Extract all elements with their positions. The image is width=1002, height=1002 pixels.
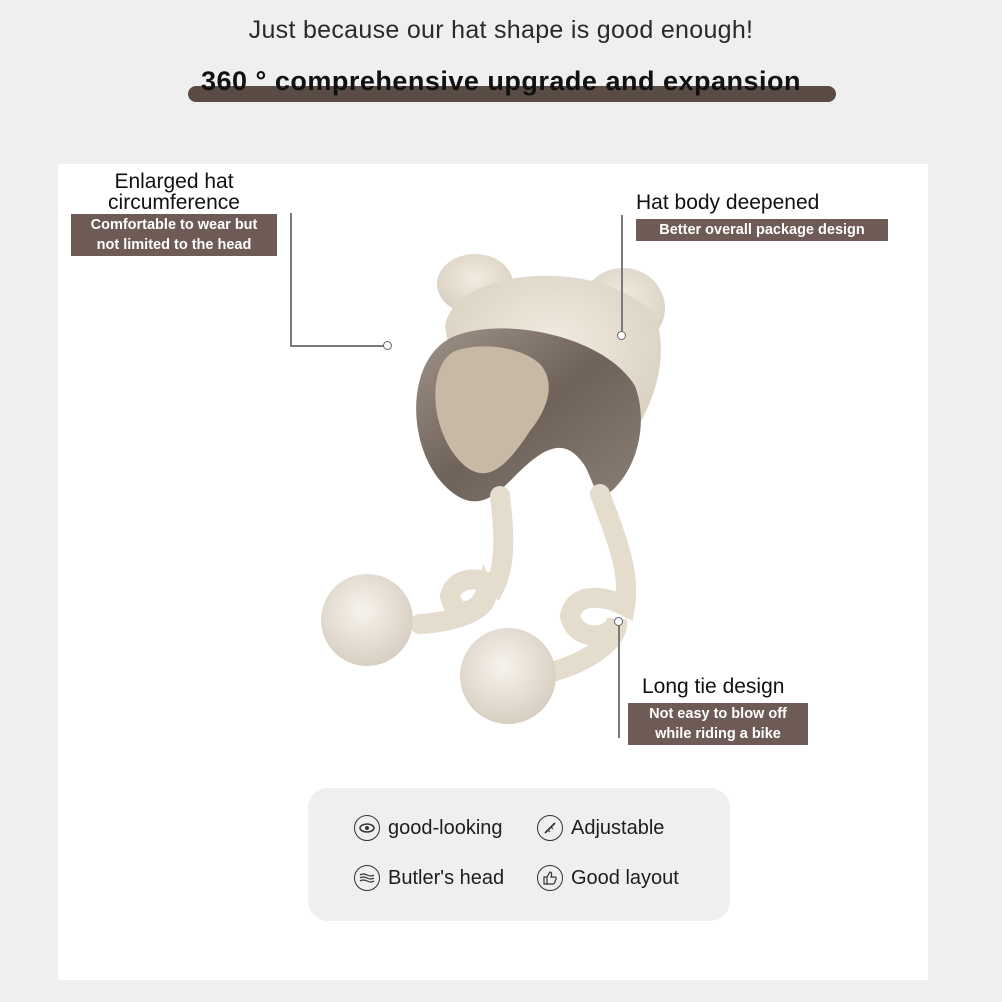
tie-title: Long tie design xyxy=(642,675,785,698)
tie-tag-line1: Not easy to blow off xyxy=(649,706,787,722)
feature-good-looking-label: good-looking xyxy=(388,816,503,839)
feature-good-looking xyxy=(354,815,503,841)
waves-icon xyxy=(354,865,380,891)
circumference-leader-dot xyxy=(383,341,392,350)
circumference-title xyxy=(76,171,272,213)
feature-adjustable-label: Adjustable xyxy=(571,816,665,839)
body-title: Hat body deepened xyxy=(636,191,820,214)
page-subtitle: Just because our hat shape is good enough! xyxy=(248,16,754,44)
ruler-icon xyxy=(537,815,563,841)
body-leader-dot xyxy=(617,331,626,340)
feature-adjustable xyxy=(537,815,664,841)
tie-tag xyxy=(628,703,808,745)
circumference-leader-horizontal xyxy=(290,345,385,347)
circumference-title-line1: Enlarged hat xyxy=(114,170,234,193)
body-leader-vertical xyxy=(621,215,623,333)
thumbs-up-icon xyxy=(537,865,563,891)
tie-leader-vertical xyxy=(618,624,620,738)
circumference-tag-line1: Comfortable to wear but xyxy=(90,217,258,233)
circumference-leader-vertical xyxy=(290,213,292,346)
feature-box xyxy=(308,788,730,921)
circumference-title-line2: circumference xyxy=(108,191,240,214)
eye-icon xyxy=(354,815,380,841)
tie-leader-dot xyxy=(614,617,623,626)
body-tag: Better overall package design xyxy=(636,219,888,241)
feature-butlers-head-label: Butler's head xyxy=(388,866,505,889)
page-headline: 360 ° comprehensive upgrade and expansion xyxy=(201,66,801,96)
feature-good-layout xyxy=(537,865,679,891)
feature-good-layout-label: Good layout xyxy=(571,866,679,889)
circumference-tag-line2: not limited to the head xyxy=(96,237,252,253)
tie-tag-line2: while riding a bike xyxy=(655,726,781,742)
circumference-tag xyxy=(71,214,277,256)
hat-illustration xyxy=(305,246,675,736)
feature-butlers-head xyxy=(354,865,504,891)
